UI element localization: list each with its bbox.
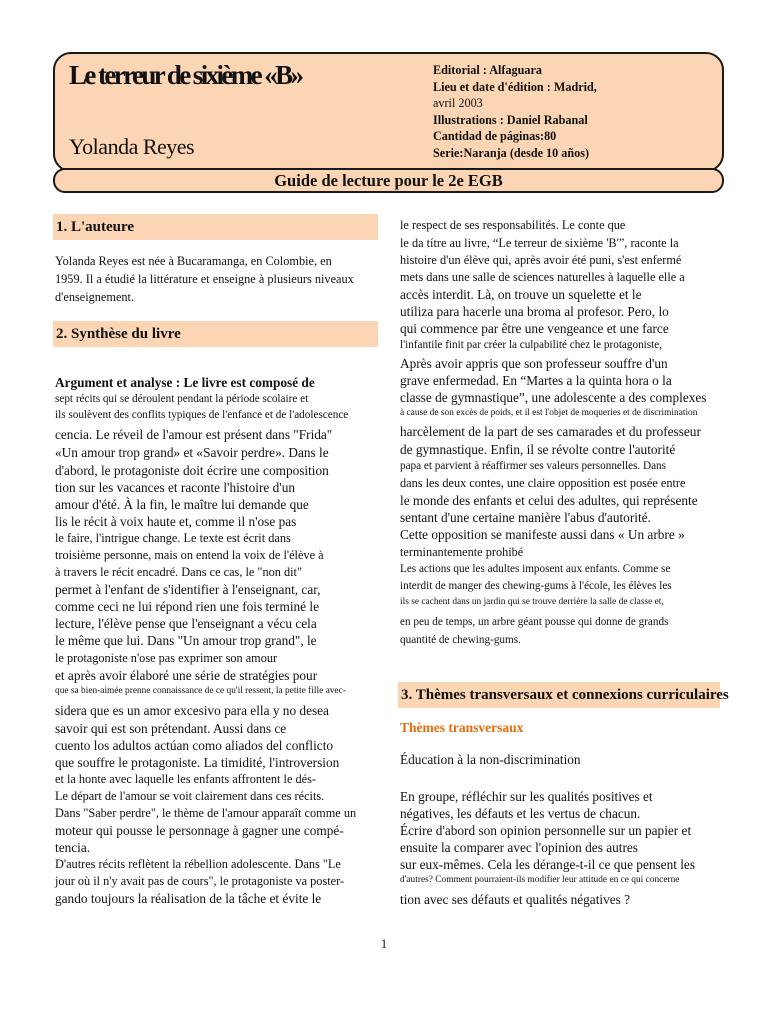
text-line: sidera que es un amor excesivo para ella y no desea bbox=[55, 703, 329, 718]
book-title: Le terreur de sixième «B» bbox=[69, 60, 302, 90]
text-line: accès interdit. Là, on trouve un squelette et le bbox=[400, 287, 642, 302]
meta-editorial: Editorial : Alfaguara bbox=[433, 63, 543, 77]
text-line: terminantemente prohibé bbox=[400, 545, 524, 559]
text-line: sentant d'une certaine manière l'abus d'autorité. bbox=[400, 510, 651, 525]
meta-date: avril 2003 bbox=[433, 96, 483, 110]
text-line: lis le récit à voix haute et, comme il n'ose pas bbox=[55, 514, 297, 529]
meta-series: Serie:Naranja (desde 10 años) bbox=[433, 145, 590, 160]
text-line: quantité de chewing-gums. bbox=[400, 634, 521, 646]
text-line: Les actions que les adultes imposent aux enfants. Comme se bbox=[400, 563, 671, 575]
text-line: à cause de son excès de poids, et il est l'objet de moqueries et de discrimination bbox=[400, 408, 698, 418]
guide-title-bar: Guide de lecture pour le 2e EGB bbox=[53, 168, 724, 193]
text-line: harcèlement de la part de ses camarades et du professeur bbox=[400, 424, 701, 439]
section-heading-author: 1. L'auteure bbox=[53, 214, 378, 240]
text-line: classe de gymnastique”, une adolescente a des complexes bbox=[400, 390, 707, 405]
section-heading-themes: 3. Thèmes transversaux et connexions curriculaires bbox=[398, 682, 720, 708]
text-line: Dans "Saber perdre", le thème de l'amour apparaît comme un bbox=[55, 806, 357, 820]
text-line: et la honte avec laquelle les enfants affrontent le dés- bbox=[55, 772, 316, 786]
text-line: sur eux-mêmes. Cela les dérange-t-il ce que pensent les bbox=[400, 857, 696, 872]
text-line: en peu de temps, un arbre géant pousse qui donne de grands bbox=[400, 616, 669, 628]
text-line: moteur qui pousse le personnage à gagner une compé- bbox=[55, 823, 344, 838]
text-line: interdit de manger des chewing-gums à l'école, les élèves les bbox=[400, 580, 672, 592]
text-line: cuento los adultos actúan como aliados del conflicto bbox=[55, 738, 334, 753]
text-line: cencia. Le réveil de l'amour est présent dans "Frida" bbox=[55, 427, 333, 442]
text-line: que sa bien-aimée prenne connaissance de ce qu'il ressent, la petite fille avec- bbox=[55, 686, 346, 696]
text-line: d'abord, le protagoniste doit écrire une composition bbox=[55, 463, 329, 478]
text-line: «Un amour trop grand» et «Savoir perdre». Dans le bbox=[55, 445, 329, 460]
text-line: ensuite la comparer avec l'opinion des autres bbox=[400, 840, 638, 855]
text-line: En groupe, réfléchir sur les qualités positives et bbox=[400, 789, 653, 804]
text-line: savoir qui est son prétendant. Aussi dans ce bbox=[55, 721, 287, 736]
text-line: 1959. Il a étudié la littérature et enseigne à plusieurs niveaux bbox=[55, 272, 354, 286]
text-line: amour d'été. À la fin, le maître lui demande que bbox=[55, 497, 309, 512]
page-number: 1 bbox=[380, 936, 388, 951]
text-line: le protagoniste n'ose pas exprimer son amour bbox=[55, 651, 278, 665]
header-box bbox=[53, 52, 724, 172]
text-line: ils soulèvent des conflits typiques de l'enfance et de l'adolescence bbox=[55, 409, 349, 421]
text-line: le monde des enfants et celui des adultes, qui représente bbox=[400, 493, 698, 508]
text-line: jour où il n'y avait pas de cours", le protagoniste va poster- bbox=[55, 874, 345, 888]
text-line: Après avoir appris que son professeur souffre d'un bbox=[400, 356, 668, 371]
text-line: le da títre au livre, “Le terreur de sixième 'B'”, raconte la bbox=[400, 236, 679, 250]
text-line: grave enfermedad. En “Martes a la quinta hora o la bbox=[400, 373, 672, 388]
text-line: papa et parvient à réaffirmer ses valeurs personnelles. Dans bbox=[400, 460, 667, 472]
book-author: Yolanda Reyes bbox=[69, 134, 195, 159]
text-line: tion avec ses défauts et qualités négatives ? bbox=[400, 892, 631, 907]
text-line: ils se cachent dans un jardin qui se trouve derrière la salle de classe et, bbox=[400, 597, 664, 607]
meta-place-date: Lieu et date d'édition : Madrid, bbox=[433, 79, 597, 94]
text-line: histoire d'un élève qui, après avoir été puni, s'est enfermé bbox=[400, 253, 682, 267]
book-metadata bbox=[433, 62, 597, 161]
text-line: tencia. bbox=[55, 840, 91, 855]
text-line: d'autres? Comment pourraient-ils modifier leur attitude en ce qui concerne bbox=[400, 875, 680, 885]
text-line: lecture, l'élève pense que l'enseignant a vécu cela bbox=[55, 616, 317, 631]
meta-pages: Cantidad de páginas:80 bbox=[433, 129, 557, 143]
text-line: Yolanda Reyes est née à Bucaramanga, en Colombie, en bbox=[55, 254, 332, 268]
text-line: négatives, les défauts et les vertus de chacun. bbox=[400, 806, 641, 821]
text-line: mets dans une salle de sciences naturelles à laquelle elle a bbox=[400, 270, 685, 284]
text-line: l'infantile finit par créer la culpabilité chez le protagoniste, bbox=[400, 339, 663, 351]
text-line: d'enseignement. bbox=[55, 290, 135, 304]
text-line: le respect de ses responsabilités. Le conte que bbox=[400, 218, 626, 232]
text-line: à travers le récit encadré. Dans ce cas, le "non dit" bbox=[55, 565, 302, 579]
text-line: le même que lui. Dans "Un amour trop grand", le bbox=[55, 633, 317, 648]
subheading-transversal-themes: Thèmes transversaux bbox=[400, 720, 524, 735]
text-line: tion sur les vacances et raconte l'histoire d'un bbox=[55, 480, 295, 495]
text-line: qui commence par être une vengeance et une farce bbox=[400, 321, 669, 336]
text-line: de gymnastique. Enfin, il se révolte contre l'autorité bbox=[400, 442, 676, 457]
text-line: le faire, l'intrigue change. Le texte est écrit dans bbox=[55, 531, 291, 545]
text-line: D'autres récits reflètent la rébellion adolescente. Dans "Le bbox=[55, 857, 341, 871]
text-line: comme ceci ne lui répond rien une fois terminé le bbox=[55, 599, 319, 614]
text-line: que souffre le protagoniste. La timidité, l'introversion bbox=[55, 755, 340, 770]
text-line: et après avoir élaboré une série de stratégies pour bbox=[55, 668, 318, 683]
text-line: Éducation à la non-discrimination bbox=[400, 752, 581, 767]
text-line: Le départ de l'amour se voit clairement dans ces récits. bbox=[55, 789, 325, 803]
text-line: Cette opposition se manifeste aussi dans « Un arbre » bbox=[400, 527, 685, 542]
text-line: gando toujours la réalisation de la tâche et évite le bbox=[55, 891, 322, 906]
text-line: utiliza para hacerle una broma al profesor. Pero, lo bbox=[400, 304, 669, 319]
text-line: dans les deux contes, une claire opposition est posée entre bbox=[400, 476, 686, 490]
meta-illustrations: Illustrations : Daniel Rabanal bbox=[433, 112, 588, 127]
text-line: troisième personne, mais on entend la voix de l'élève à bbox=[55, 548, 324, 562]
text-line: sept récits qui se déroulent pendant la période scolaire et bbox=[55, 393, 309, 405]
text-line: Écrire d'abord son opinion personnelle sur un papier et bbox=[400, 823, 692, 838]
section-heading-synthesis: 2. Synthèse du livre bbox=[53, 321, 378, 347]
text-line: permet à l'enfant de s'identifier à l'enseignant, car, bbox=[55, 582, 321, 597]
text-line: Argument et analyse : Le livre est composé de bbox=[55, 375, 315, 390]
